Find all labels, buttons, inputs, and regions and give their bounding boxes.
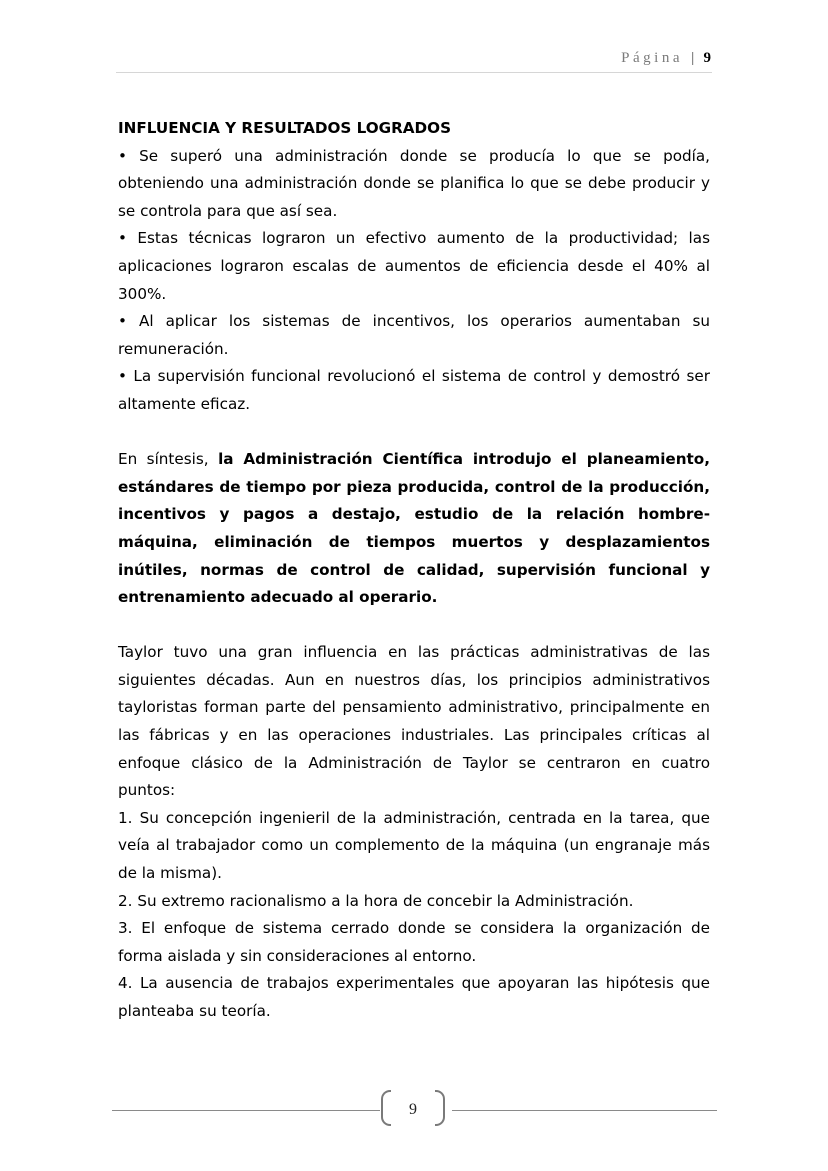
footer-page-number: 9 [409, 1101, 417, 1118]
section-heading: INFLUENCIA Y RESULTADOS LOGRADOS [118, 119, 452, 137]
synthesis-paragraph [118, 446, 710, 612]
bullet-item: • Al aplicar los sistemas de incentivos, los operarios aumentaban su remuneración. [118, 312, 710, 358]
page-header [621, 50, 711, 67]
bullet-item: • Se superó una administración donde se producía lo que se podía, obteniendo una administración donde se planifica lo que se debe producir y se controla para que así sea. [118, 146, 710, 220]
header-page-label: Página [621, 50, 683, 66]
header-page-number: 9 [703, 50, 711, 66]
critique-point: 1. Su concepción ingenieril de la administración, centrada en la tarea, que veía al trabajador como un complemento de la máquina (un engranaje más de la misma). [118, 808, 710, 883]
critique-point: 3. El enfoque de sistema cerrado donde se considera la organización de forma aislada y sin consideraciones al entorno. [118, 919, 710, 965]
bullet-item: • Estas técnicas lograron un efectivo aumento de la productividad; las aplicaciones lograron escalas de aumentos de eficiencia desde el 40% al 300%. [118, 229, 710, 303]
paragraph-spacer [118, 612, 710, 640]
critique-point: 4. La ausencia de trabajos experimentales que apoyaran las hipótesis que planteaba su teoría. [118, 974, 710, 1020]
footer-bracket-open [381, 1090, 391, 1126]
header-divider [116, 72, 712, 73]
footer-rule-right [452, 1110, 717, 1111]
synthesis-bold-text: la Administración Científica introdujo el planeamiento, estándares de tiempo por pieza producida, control de la producción, incentivos y pagos a destajo, estudio de la relación hombre-máquina, eliminación de tiempos muertos y desplazamientos inútiles, normas de control de calidad, supervisión funcional y entrenamiento adecuado al operario. [118, 450, 711, 607]
synthesis-lead: En síntesis, [118, 450, 219, 469]
footer-rule-left [112, 1110, 380, 1111]
document-body [118, 115, 710, 1026]
critique-intro: Taylor tuvo una gran influencia en las prácticas administrativas de las siguientes décadas. Aun en nuestros días, los principios administrativos tayloristas forman parte del pensamiento administrativo, principalmente en las fábricas y en las operaciones industriales. Las principales críticas al enfoque clásico de la Administración de Taylor se centraron en cuatro puntos: [118, 643, 710, 800]
header-separator: | [691, 50, 695, 66]
critique-point: 2. Su extremo racionalismo a la hora de concebir la Administración. [118, 891, 634, 910]
paragraph-spacer [118, 419, 710, 447]
footer-bracket-close [435, 1090, 445, 1126]
bullet-item: • La supervisión funcional revolucionó el sistema de control y demostró ser altamente eficaz. [118, 367, 710, 413]
